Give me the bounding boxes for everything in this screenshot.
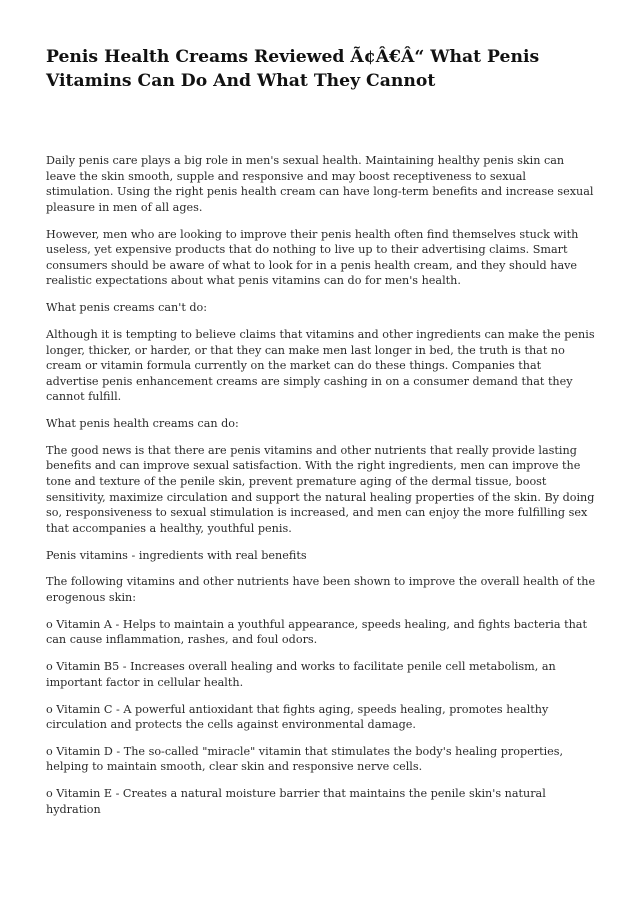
document-title: Penis Health Creams Reviewed Ã¢Â€Â“ What Penis Vitamins Can Do And What They Cannot [46, 47, 540, 91]
list-item: o Vitamin B5 - Increases overall healing and works to facilitate penile cell metabolism, an important factor in cellular health. [46, 660, 556, 689]
paragraph: The following vitamins and other nutrients have been shown to improve the overall health of the erogenous skin: [46, 575, 596, 604]
list-item: o Vitamin C - A powerful antioxidant that fights aging, speeds healing, promotes healthy circulation and protects the cells against environmental damage. [46, 702, 549, 732]
list-item: o Vitamin D - The so-called "miracle" vitamin that stimulates the body's healing properties, helping to maintain smooth, clear skin and responsive nerve cells. [46, 744, 564, 774]
paragraph: However, men who are looking to improve their penis health often find themselves stuck with useless, yet expensive products that do nothing to live up to their advertising claims. Smart consumers should be aware of what to look for in a penis health cream, and they should have realistic expectations about what penis vitamins can do for men's health. [46, 227, 579, 288]
document-body [46, 153, 596, 817]
list-item: o Vitamin A - Helps to maintain a youthful appearance, speeds healing, and fights bacteria that can cause inflammation, rashes, and foul odors. [46, 617, 587, 647]
paragraph: Daily penis care plays a big role in men's sexual health. Maintaining healthy penis skin can leave the skin smooth, supple and responsive and may boost receptiveness to sexual stimulation. Using the right penis health cream can have long-term benefits and increase sexual pleasure in men of all ages. [46, 154, 594, 214]
list-item: o Vitamin E - Creates a natural moisture barrier that maintains the penile skin's natural hydration [46, 787, 546, 816]
section-heading: What penis health creams can do: [46, 417, 239, 431]
section-heading: What penis creams can't do: [46, 301, 208, 315]
paragraph: The good news is that there are penis vitamins and other nutrients that really provide lasting benefits and can improve sexual satisfaction. With the right ingredients, men can improve the tone and texture of the penile skin, prevent premature aging of the dermal tissue, boost sensitivity, maximize circulation and support the natural healing properties of the skin. By doing so, responsiveness to sexual stimulation is increased, and men can enjoy the more fulfilling sex that accompanies a healthy, youthful penis. [46, 443, 595, 535]
section-heading: Penis vitamins - ingredients with real benefits [46, 548, 307, 562]
paragraph: Although it is tempting to believe claims that vitamins and other ingredients can make the penis longer, thicker, or harder, or that they can make men last longer in bed, the truth is that no cream or vitamin formula currently on the market can do these things. Companies that advertise penis enhancement creams are simply cashing in on a consumer demand that they cannot fulfill. [46, 327, 595, 404]
